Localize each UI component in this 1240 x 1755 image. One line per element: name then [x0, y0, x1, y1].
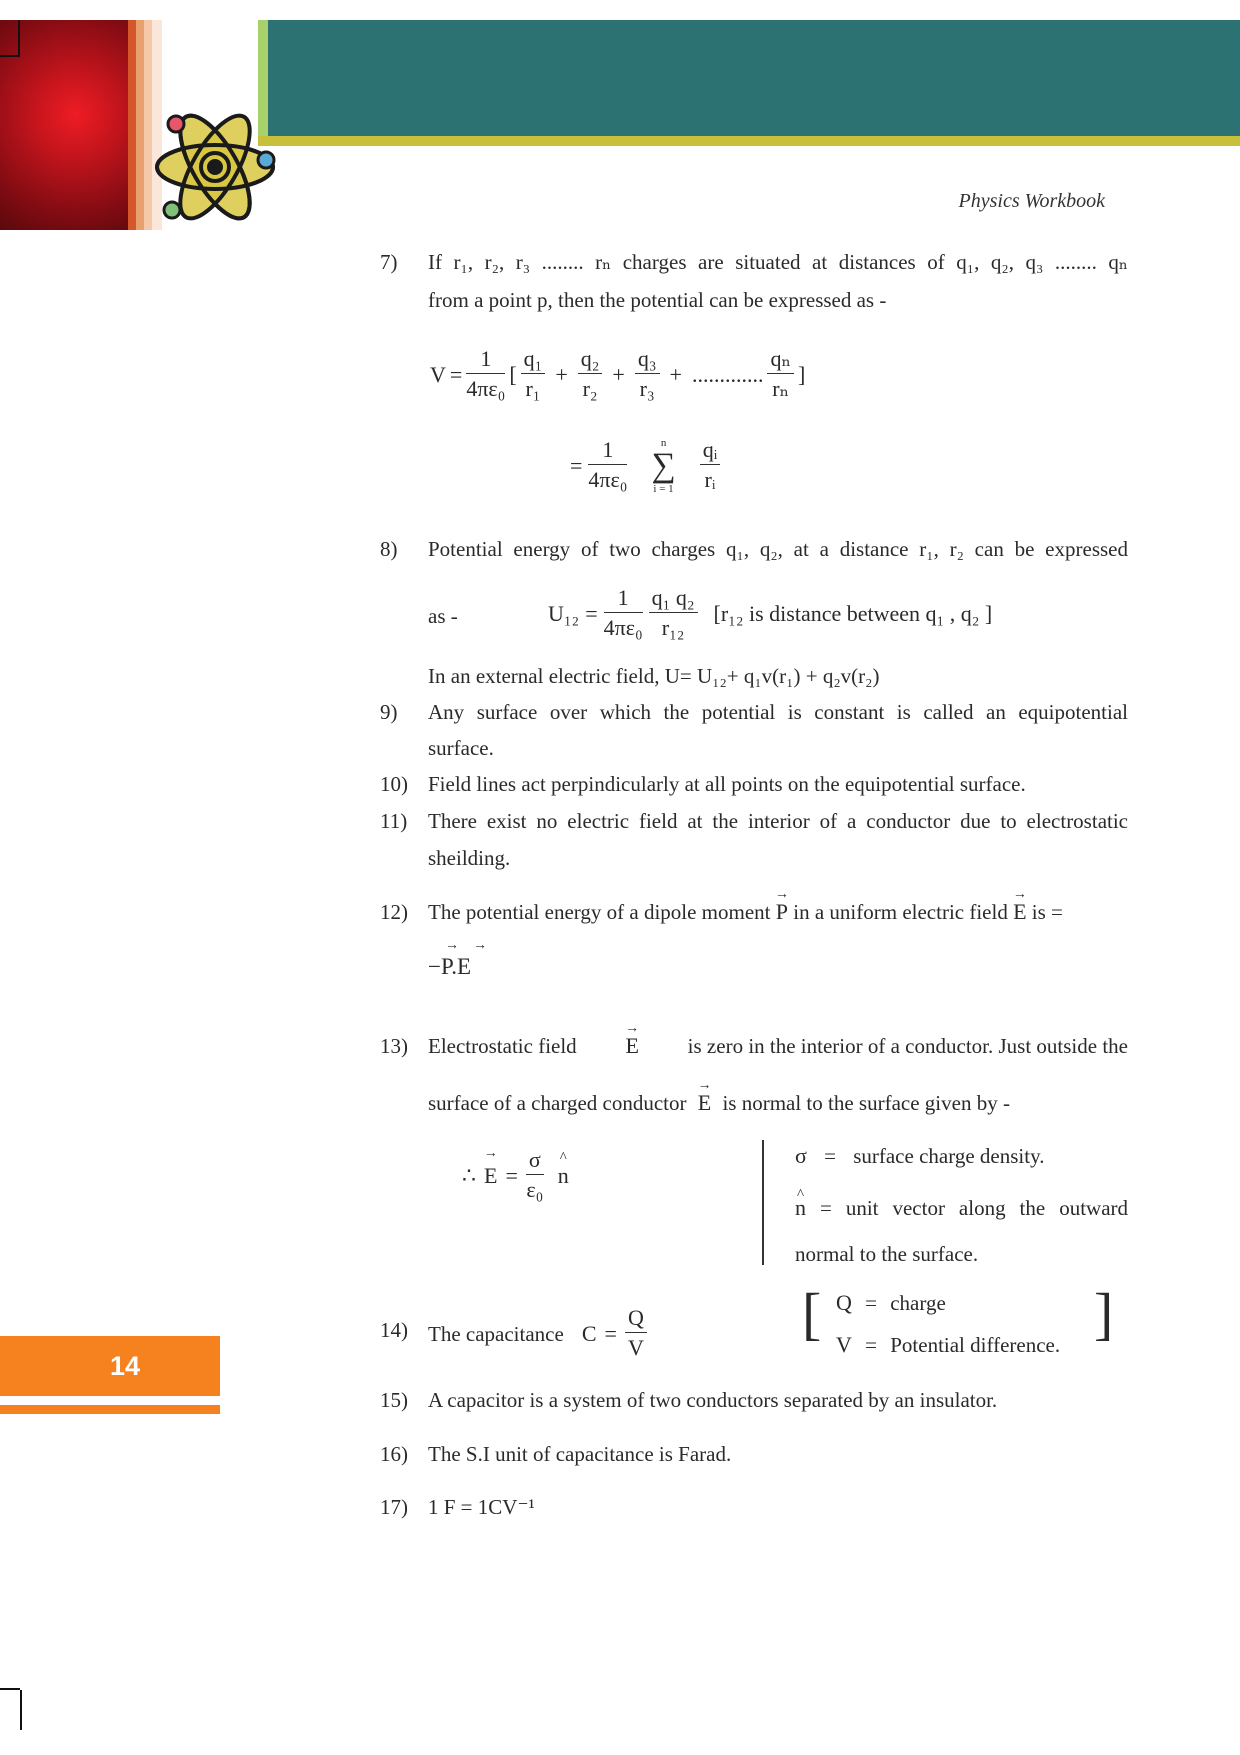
bracket-right: ]	[1094, 1281, 1114, 1346]
numerator: q₃	[635, 345, 660, 374]
header-stripe	[128, 20, 136, 230]
vector-E: → E	[484, 1163, 497, 1189]
crop-mark	[18, 20, 20, 57]
sum-lower: i = 1	[653, 482, 674, 495]
result-expression: −P.E	[428, 954, 472, 979]
running-header-title: Physics Workbook	[958, 190, 1105, 212]
item-number: 12)	[380, 900, 408, 924]
item-text	[428, 1028, 1128, 1064]
atom-icon	[148, 100, 283, 235]
eq-dots: .............	[691, 361, 764, 387]
page-number: 14	[0, 1336, 220, 1396]
numerator: 1	[466, 345, 505, 374]
item-text: Potential energy of two charges q₁, q₂, at a distance r₁, r₂ can be expressed	[428, 537, 1128, 561]
numerator: 1	[604, 584, 643, 613]
item-text: The S.I unit of capacitance is Farad.	[428, 1442, 732, 1466]
item-number: 11)	[380, 809, 408, 833]
definition-sigma: σ = surface charge density.	[795, 1143, 1045, 1168]
item-number: 7)	[380, 250, 398, 274]
denominator: r₂	[582, 376, 598, 401]
fraction	[649, 584, 698, 643]
definition-V: V = Potential difference.	[836, 1332, 1061, 1357]
numerator: Q	[625, 1304, 647, 1333]
numerator: q₁ q₂	[649, 584, 698, 613]
text-part: surface of a charged conductor	[428, 1091, 687, 1115]
fraction	[578, 345, 603, 404]
text-part: in a uniform electric field	[793, 900, 1008, 924]
sum-upper: n	[660, 436, 667, 449]
crop-mark	[20, 1690, 22, 1730]
numerator: q₂	[578, 345, 603, 374]
header-banner	[258, 20, 1240, 138]
item-text: 1 F = 1CV⁻¹	[428, 1495, 535, 1519]
definition-text: charge	[890, 1291, 946, 1315]
therefore-symbol: ∴	[462, 1162, 476, 1188]
fraction	[588, 436, 627, 495]
denominator: V	[627, 1335, 644, 1360]
vector-E: → E	[1013, 894, 1026, 930]
text-part: is zero in the interior of a conductor. Just outside the	[687, 1034, 1128, 1058]
denominator: r₁	[525, 376, 541, 401]
text-part: The potential energy of a dipole moment	[428, 900, 771, 924]
denominator: 4πε₀	[603, 615, 643, 640]
item-text: In an external electric field, U= U₁₂+ q₁v(r₁) + q₂v(r₂)	[428, 664, 880, 688]
crop-mark	[0, 55, 20, 57]
item-number: 17)	[380, 1495, 408, 1519]
item-text	[428, 1085, 1010, 1121]
item-text: There exist no electric field at the interior of a conductor due to electrostatic	[428, 809, 1128, 833]
unit-vector-n: ^ n	[558, 1163, 569, 1189]
fraction	[526, 1146, 544, 1205]
fraction	[466, 345, 505, 404]
potential-equation: V = $\frac{1}{\text{4πε₀}}$ [ $\frac{\text{q₁}}{\text{r₁}}$ + $\frac{\text{q₂}}{\text{r₂}}$ + $\frac{\text{q₃}}{\text{r₃}}$ + ............. $\frac{\text{qₙ}}{\text{rₙ}}$ ]	[430, 345, 805, 404]
symbol: ^ n	[795, 1190, 806, 1226]
arrow-icon: →	[473, 938, 487, 953]
denominator: 4πε₀	[466, 376, 506, 401]
eq-symbol: V	[430, 361, 446, 387]
sum-symbol: ∑	[651, 446, 676, 484]
item-text	[428, 894, 1128, 930]
item-number: 14)	[380, 1318, 408, 1342]
item-number: 9)	[380, 700, 398, 724]
numerator: qᵢ	[700, 436, 721, 465]
header-banner-underline	[258, 136, 1240, 146]
numerator: q₁	[521, 345, 546, 374]
definition-text: normal to the surface.	[795, 1242, 979, 1266]
definition-text: surface charge density.	[853, 1144, 1045, 1168]
vector-E: → E	[698, 1085, 711, 1121]
denominator: 4πε₀	[588, 467, 628, 492]
item-text: Any surface over which the potential is constant is called an equipotential	[428, 700, 1128, 724]
divider-line	[762, 1140, 764, 1265]
definition-text: unit vector along the outward	[845, 1196, 1129, 1220]
denominator: r₃	[639, 376, 655, 401]
field-equation: ∴ → E = $\frac{\sigma}{\text{ε₀}}$ ^ n	[462, 1146, 569, 1205]
fraction	[700, 436, 721, 495]
arrow-icon: →	[445, 938, 459, 953]
symbol: σ	[795, 1143, 807, 1168]
vector-P: → P	[776, 894, 788, 930]
text-part: is =	[1031, 900, 1063, 924]
dipole-energy-result	[428, 938, 487, 980]
numerator: σ	[526, 1146, 544, 1175]
summation-equation: = $\frac{1}{\text{4πε₀}}$ n ∑ i = 1 $\frac{\text{qᵢ}}{\text{rᵢ}}$	[570, 436, 720, 495]
definition-Q: Q = charge	[836, 1290, 946, 1315]
header-stripe	[136, 20, 144, 230]
numerator: qₙ	[767, 345, 794, 374]
eq-symbol: C	[581, 1320, 597, 1346]
fraction	[521, 345, 546, 404]
bracket-left: [	[802, 1281, 822, 1346]
potential-energy-equation: U₁₂ = $\frac{1}{\text{4πε₀}}$ $\frac{\text{q₁ q₂}}{\text{r₁₂}}$ [r₁₂ is distance between q₁ , q₂ ]	[548, 584, 992, 643]
item-number: 10)	[380, 772, 408, 796]
item-text: If r₁, r₂, r₃ ........ rₙ charges are situated at distances of q₁, q₂, q₃ ........ qₙ	[428, 250, 1128, 274]
item-text: sheilding.	[428, 846, 511, 870]
definition-text: Potential difference.	[890, 1333, 1061, 1357]
symbol: V	[836, 1332, 852, 1357]
item-number: 13)	[380, 1034, 408, 1058]
eq-symbol: U₁₂	[548, 600, 580, 626]
denominator: r₁₂	[661, 615, 685, 640]
sum-operator	[651, 437, 675, 495]
text-part: The capacitance	[428, 1321, 564, 1346]
denominator: rᵢ	[704, 467, 716, 492]
numerator: 1	[588, 436, 627, 465]
item-text: from a point p, then the potential can be expressed as -	[428, 288, 887, 312]
crop-mark	[0, 1688, 20, 1690]
item-number: 8)	[380, 537, 398, 561]
text-part: Electrostatic field	[428, 1034, 577, 1058]
page-number-underline	[0, 1405, 220, 1414]
text-part: is normal to the surface given by -	[722, 1091, 1010, 1115]
fraction	[767, 345, 794, 404]
item-number: 15)	[380, 1388, 408, 1412]
item-text: Field lines act perpindicularly at all points on the equipotential surface.	[428, 772, 1026, 796]
fraction	[635, 345, 660, 404]
item-text: surface.	[428, 736, 494, 760]
item-number: 16)	[380, 1442, 408, 1466]
item-text: as -	[428, 604, 458, 628]
vector-E: → E	[625, 1028, 638, 1064]
denominator: ε₀	[526, 1177, 544, 1202]
item-text: A capacitor is a system of two conductors separated by an insulator.	[428, 1388, 998, 1412]
definition-n: ^ n = unit vector along the outward	[795, 1190, 1128, 1226]
denominator: rₙ	[772, 376, 790, 401]
capacitance-formula: The capacitance C = $\frac{Q}{V}$	[428, 1304, 647, 1363]
symbol: Q	[836, 1290, 852, 1315]
fraction	[604, 584, 643, 643]
eq-note: [r₁₂ is distance between q₁ , q₂ ]	[713, 600, 993, 626]
fraction	[625, 1304, 647, 1363]
